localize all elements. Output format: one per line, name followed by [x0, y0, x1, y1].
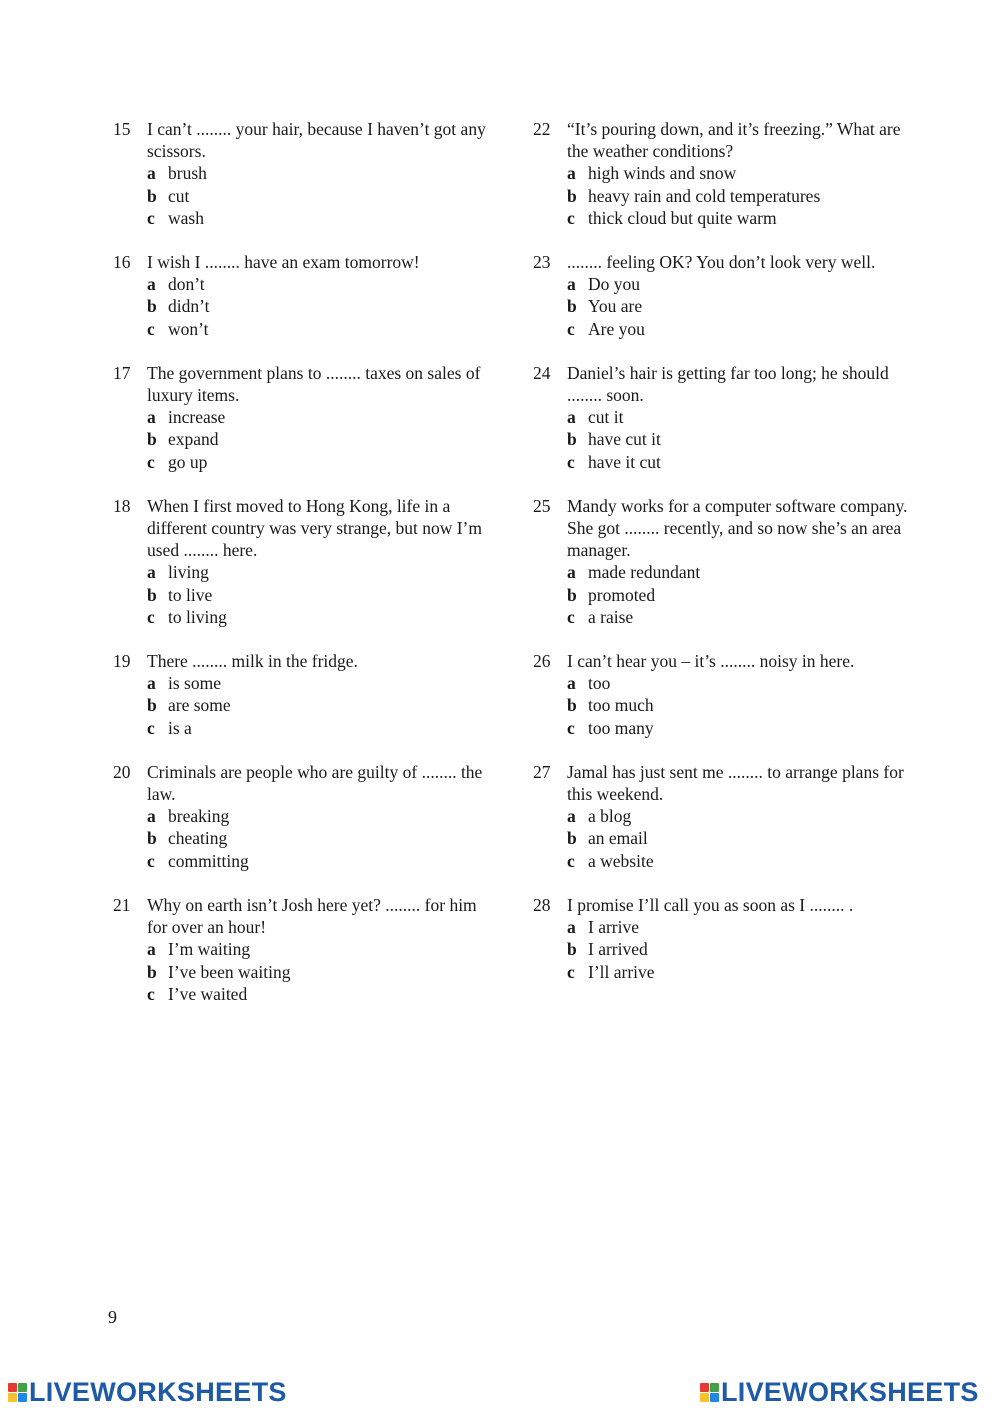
option-text: a raise: [588, 606, 634, 627]
answer-option: [567, 584, 913, 606]
option-text: cheating: [168, 828, 228, 849]
answer-option: [567, 561, 913, 583]
question-number: 22: [533, 119, 551, 139]
option-letter: b: [147, 961, 157, 982]
answer-option: [147, 850, 493, 872]
answer-option: [147, 561, 493, 583]
option-text: have it cut: [588, 451, 661, 472]
liveworksheets-logo-icon: [8, 1383, 27, 1402]
liveworksheets-logo-icon: [700, 1383, 719, 1402]
option-text: too many: [588, 717, 654, 738]
option-letter: b: [567, 185, 577, 206]
option-letter: a: [567, 673, 576, 694]
question-24: [533, 362, 913, 473]
option-text: made redundant: [588, 562, 701, 583]
answer-option: [567, 717, 913, 739]
question-text: “It’s pouring down, and it’s freezing.” What are the weather conditions?: [567, 119, 901, 162]
option-letter: b: [567, 828, 577, 849]
option-letter: c: [147, 451, 155, 472]
option-letter: c: [147, 318, 155, 339]
question-number: 26: [533, 651, 551, 672]
question-16: [113, 251, 493, 340]
option-letter: c: [147, 207, 155, 228]
answer-option: [567, 938, 913, 960]
option-letter: b: [147, 828, 157, 849]
option-text: have cut it: [588, 429, 661, 450]
question-26: [533, 650, 913, 739]
question-text: I wish I ........ have an exam tomorrow!: [147, 252, 420, 273]
answer-option: [147, 805, 493, 827]
question-15: [113, 118, 493, 229]
answer-option: [567, 318, 913, 340]
answer-option: [567, 185, 913, 207]
question-number: 18: [113, 495, 131, 516]
option-letter: a: [567, 163, 576, 184]
logo-square: [8, 1393, 17, 1402]
option-letter: a: [567, 562, 576, 583]
question-22: [533, 118, 913, 229]
option-letter: b: [147, 695, 157, 716]
option-text: is a: [168, 717, 192, 738]
option-text: I’ll arrive: [588, 961, 655, 982]
question-text: I can’t ........ your hair, because I haven’t got any scissors.: [147, 119, 486, 162]
answer-option: [147, 451, 493, 473]
question-text: When I first moved to Hong Kong, life in a different country was very strange, but now I’m used ........ here.: [147, 495, 482, 561]
brand-logo-right: [700, 1377, 979, 1408]
logo-square: [18, 1383, 27, 1392]
answer-option: [567, 406, 913, 428]
option-text: committing: [168, 850, 249, 871]
question-text: Jamal has just sent me ........ to arrange plans for this weekend.: [567, 761, 904, 805]
option-letter: a: [147, 806, 156, 827]
question-text: ........ feeling OK? You don’t look very well.: [567, 252, 876, 273]
option-letter: c: [567, 451, 575, 472]
option-text: heavy rain and cold temperatures: [588, 185, 821, 206]
option-letter: a: [147, 274, 156, 295]
option-text: cut it: [588, 407, 624, 428]
question-text: Mandy works for a computer software company. She got ........ recently, and so now she’s an area manager.: [567, 495, 908, 561]
answer-option: [567, 961, 913, 983]
option-text: go up: [168, 451, 208, 472]
option-letter: b: [147, 429, 157, 450]
option-text: breaking: [168, 806, 230, 827]
option-letter: c: [567, 606, 575, 627]
question-23: [533, 251, 913, 340]
option-letter: c: [567, 318, 575, 339]
question-number: 24: [533, 362, 551, 383]
option-letter: c: [147, 850, 155, 871]
question-28: [533, 894, 913, 983]
question-number: 27: [533, 761, 551, 782]
option-letter: b: [567, 296, 577, 317]
option-text: I arrived: [588, 939, 648, 960]
logo-square: [700, 1383, 709, 1392]
question-number: 19: [113, 651, 131, 672]
question-number: 15: [113, 119, 131, 139]
option-text: high winds and snow: [588, 163, 737, 184]
question-text: Why on earth isn’t Josh here yet? ........ for him for over an hour!: [147, 894, 477, 938]
option-text: I’ve waited: [168, 983, 248, 1004]
brand-name: LIVEWORKSHEETS: [29, 1377, 287, 1407]
option-text: too: [588, 673, 611, 694]
option-letter: b: [147, 185, 157, 206]
option-text: I arrive: [588, 917, 640, 938]
option-text: brush: [168, 163, 207, 184]
answer-option: [567, 850, 913, 872]
answer-option: [147, 406, 493, 428]
logo-square: [710, 1393, 719, 1402]
answer-option: [567, 672, 913, 694]
option-text: expand: [168, 429, 219, 450]
question-17: [113, 362, 493, 473]
answer-option: [567, 428, 913, 450]
answer-option: [147, 672, 493, 694]
question-27: [533, 761, 913, 872]
answer-option: [147, 207, 493, 229]
logo-square: [18, 1393, 27, 1402]
option-text: I’m waiting: [168, 939, 251, 960]
option-text: cut: [168, 185, 190, 206]
option-letter: b: [567, 429, 577, 450]
answer-option: [567, 295, 913, 317]
answer-option: [147, 273, 493, 295]
question-number: 28: [533, 894, 551, 915]
option-text: is some: [168, 673, 221, 694]
option-text: to living: [168, 606, 227, 627]
answer-option: [147, 938, 493, 960]
question-20: [113, 761, 493, 872]
option-letter: c: [147, 717, 155, 738]
option-letter: b: [567, 584, 577, 605]
option-text: an email: [588, 828, 648, 849]
question-text: Criminals are people who are guilty of ........ the law.: [147, 761, 483, 805]
answer-option: [147, 162, 493, 184]
option-letter: a: [567, 274, 576, 295]
question-text: Daniel’s hair is getting far too long; he should ........ soon.: [567, 362, 889, 406]
option-letter: a: [147, 673, 156, 694]
option-text: increase: [168, 407, 226, 428]
option-text: are some: [168, 695, 231, 716]
option-letter: a: [567, 407, 576, 428]
option-text: Do you: [588, 274, 641, 295]
question-number: 16: [113, 252, 131, 273]
question-number: 21: [113, 894, 131, 915]
question-number: 23: [533, 252, 551, 273]
right-question-column: [533, 118, 913, 1005]
answer-option: [147, 717, 493, 739]
option-text: won’t: [168, 318, 209, 339]
answer-option: [567, 805, 913, 827]
answer-option: [567, 606, 913, 628]
option-letter: c: [147, 606, 155, 627]
answer-option: [147, 185, 493, 207]
answer-option: [147, 961, 493, 983]
question-number: 20: [113, 761, 131, 782]
option-letter: a: [147, 407, 156, 428]
question-text: The government plans to ........ taxes on sales of luxury items.: [147, 362, 481, 406]
page-number: 9: [108, 1307, 117, 1327]
logo-square: [710, 1383, 719, 1392]
question-19: [113, 650, 493, 739]
option-text: I’ve been waiting: [168, 961, 291, 982]
option-text: thick cloud but quite warm: [588, 207, 777, 228]
option-letter: c: [567, 850, 575, 871]
option-text: wash: [168, 207, 204, 228]
answer-option: [567, 827, 913, 849]
option-text: promoted: [588, 584, 656, 605]
option-letter: b: [147, 296, 157, 317]
question-text: There ........ milk in the fridge.: [147, 651, 358, 672]
answer-option: [147, 318, 493, 340]
answer-option: [147, 428, 493, 450]
logo-square: [700, 1393, 709, 1402]
option-text: You are: [588, 296, 643, 317]
question-number: 17: [113, 362, 131, 383]
question-number: 25: [533, 495, 551, 516]
answer-option: [567, 694, 913, 716]
option-text: a blog: [588, 806, 632, 827]
question-25: [533, 495, 913, 628]
option-letter: c: [147, 983, 155, 1004]
option-text: to live: [168, 584, 213, 605]
option-letter: b: [567, 939, 577, 960]
option-letter: c: [567, 717, 575, 738]
option-letter: b: [147, 584, 157, 605]
option-text: Are you: [588, 318, 645, 339]
question-21: [113, 894, 493, 1005]
question-18: [113, 495, 493, 628]
question-text: I promise I’ll call you as soon as I ........ .: [567, 894, 854, 915]
option-letter: a: [147, 939, 156, 960]
answer-option: [147, 295, 493, 317]
answer-option: [567, 273, 913, 295]
answer-option: [567, 451, 913, 473]
option-letter: a: [567, 917, 576, 938]
answer-option: [567, 207, 913, 229]
option-text: didn’t: [168, 296, 210, 317]
answer-option: [147, 606, 493, 628]
option-letter: a: [147, 562, 156, 583]
option-letter: c: [567, 207, 575, 228]
left-question-column: [113, 118, 493, 1027]
brand-logo-left: [8, 1377, 287, 1408]
answer-option: [567, 916, 913, 938]
option-letter: b: [567, 695, 577, 716]
option-letter: a: [567, 806, 576, 827]
option-letter: a: [147, 163, 156, 184]
answer-option: [147, 694, 493, 716]
option-text: don’t: [168, 274, 205, 295]
answer-option: [567, 162, 913, 184]
logo-square: [8, 1383, 17, 1392]
option-letter: c: [567, 961, 575, 982]
answer-option: [147, 827, 493, 849]
brand-name: LIVEWORKSHEETS: [721, 1377, 979, 1407]
answer-option: [147, 584, 493, 606]
option-text: a website: [588, 850, 654, 871]
option-text: living: [168, 562, 209, 583]
option-text: too much: [588, 695, 654, 716]
question-text: I can’t hear you – it’s ........ noisy in here.: [567, 651, 855, 672]
answer-option: [147, 983, 493, 1005]
